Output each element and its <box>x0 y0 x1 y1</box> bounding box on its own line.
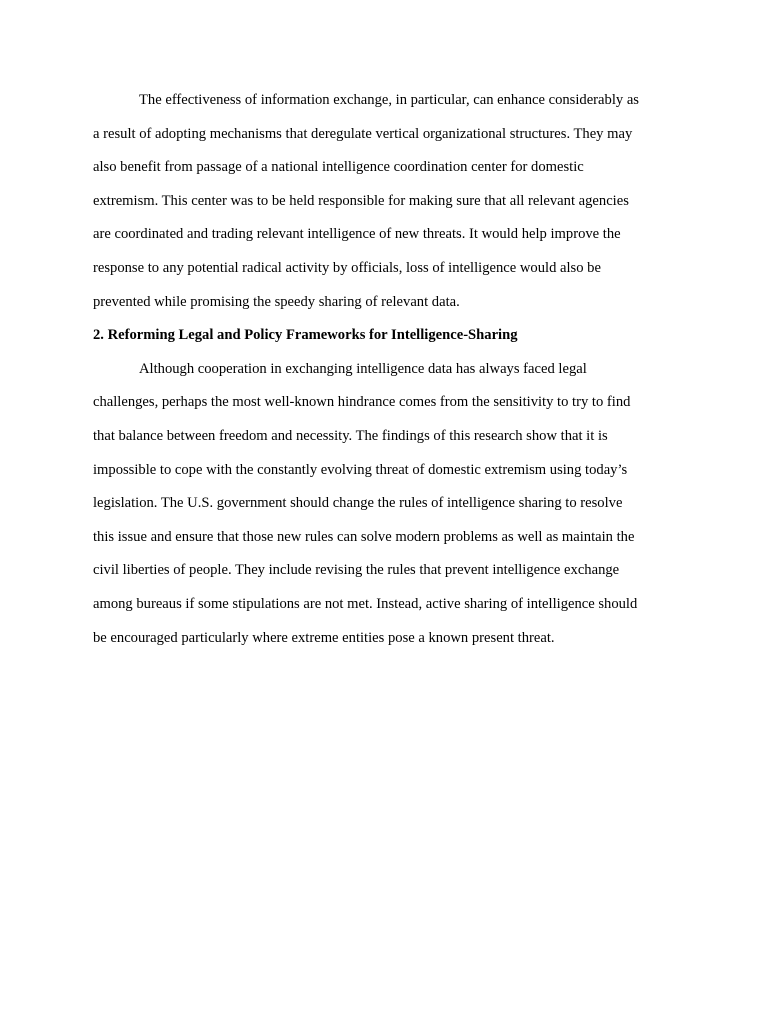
section-heading: 2. Reforming Legal and Policy Frameworks for Intelligence-Sharing <box>93 327 518 344</box>
paragraph-line: response to any potential radical activity by officials, loss of intelligence would also be <box>93 259 601 276</box>
paragraph-2 <box>93 353 683 655</box>
paragraph-line: be encouraged particularly where extreme entities pose a known present threat. <box>93 629 555 646</box>
paragraph-line: also benefit from passage of a national intelligence coordination center for domestic <box>93 159 584 176</box>
document-page <box>93 84 683 655</box>
paragraph-line: that balance between freedom and necessity. The findings of this research show that it is <box>93 427 608 444</box>
paragraph-line: legislation. The U.S. government should change the rules of intelligence sharing to resolve <box>93 495 623 512</box>
paragraph-line: Although cooperation in exchanging intelligence data has always faced legal <box>139 360 587 377</box>
paragraph-line: prevented while promising the speedy sharing of relevant data. <box>93 293 460 310</box>
paragraph-1 <box>93 84 683 319</box>
paragraph-line: challenges, perhaps the most well-known hindrance comes from the sensitivity to try to find <box>93 394 631 411</box>
paragraph-line: extremism. This center was to be held responsible for making sure that all relevant agencies <box>93 192 629 209</box>
paragraph-line: are coordinated and trading relevant intelligence of new threats. It would help improve the <box>93 226 621 243</box>
paragraph-line: a result of adopting mechanisms that deregulate vertical organizational structures. They may <box>93 125 633 142</box>
paragraph-line: The effectiveness of information exchange, in particular, can enhance considerably as <box>139 92 639 108</box>
paragraph-line: civil liberties of people. They include revising the rules that prevent intelligence exchange <box>93 562 620 579</box>
paragraph-line: among bureaus if some stipulations are not met. Instead, active sharing of intelligence should <box>93 595 638 612</box>
paragraph-line: impossible to cope with the constantly evolving threat of domestic extremism using today’s <box>93 461 628 478</box>
paragraph-line: this issue and ensure that those new rules can solve modern problems as well as maintain the <box>93 528 635 545</box>
